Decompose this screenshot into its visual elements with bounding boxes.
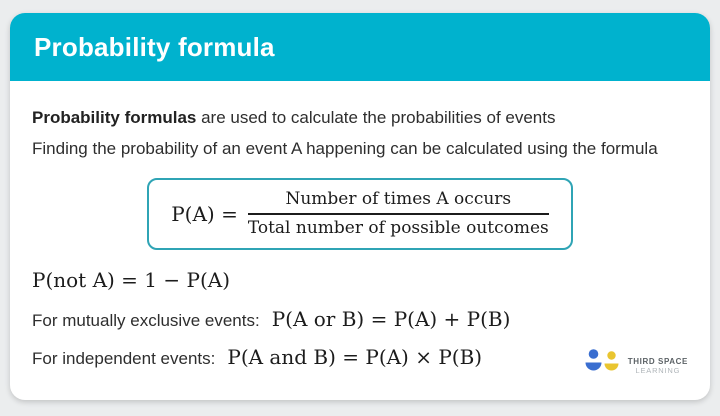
fraction-denominator: Total number of possible outcomes bbox=[247, 218, 549, 238]
formula-mutually-exclusive bbox=[32, 307, 688, 331]
formula-not-a bbox=[32, 268, 688, 292]
mutually-exclusive-math: P(A or B) = P(A) + P(B) bbox=[271, 307, 511, 331]
intro-bold-term: Probability formulas bbox=[32, 108, 197, 127]
formula-fraction bbox=[248, 189, 549, 238]
boxed-probability-formula bbox=[147, 178, 573, 250]
logo-line-1: THIRD SPACE bbox=[627, 356, 688, 366]
intro-line-1-rest: are used to calculate the probabilities of events bbox=[196, 108, 556, 127]
formula-left-hand-side: P(A) = bbox=[171, 201, 238, 226]
third-space-learning-logo bbox=[584, 349, 688, 382]
fraction-numerator: Number of times A occurs bbox=[248, 189, 549, 215]
third-space-learning-icon bbox=[584, 349, 621, 382]
probability-formula-card bbox=[10, 13, 710, 400]
page-title: Probability formula bbox=[34, 31, 275, 62]
independent-label: For independent events: bbox=[32, 349, 216, 368]
card-body bbox=[10, 81, 710, 400]
intro-line-2: Finding the probability of an event A happening can be calculated using the formula bbox=[32, 139, 658, 158]
independent-math: P(A and B) = P(A) × P(B) bbox=[227, 345, 483, 369]
card-header bbox=[10, 13, 710, 81]
formula-not-a-math: P(not A) = 1 − P(A) bbox=[32, 268, 230, 292]
mutually-exclusive-label: For mutually exclusive events: bbox=[32, 311, 260, 330]
logo-line-2: LEARNING bbox=[635, 365, 681, 375]
logo-wordmark bbox=[628, 357, 688, 375]
intro-line-1 bbox=[32, 104, 688, 132]
